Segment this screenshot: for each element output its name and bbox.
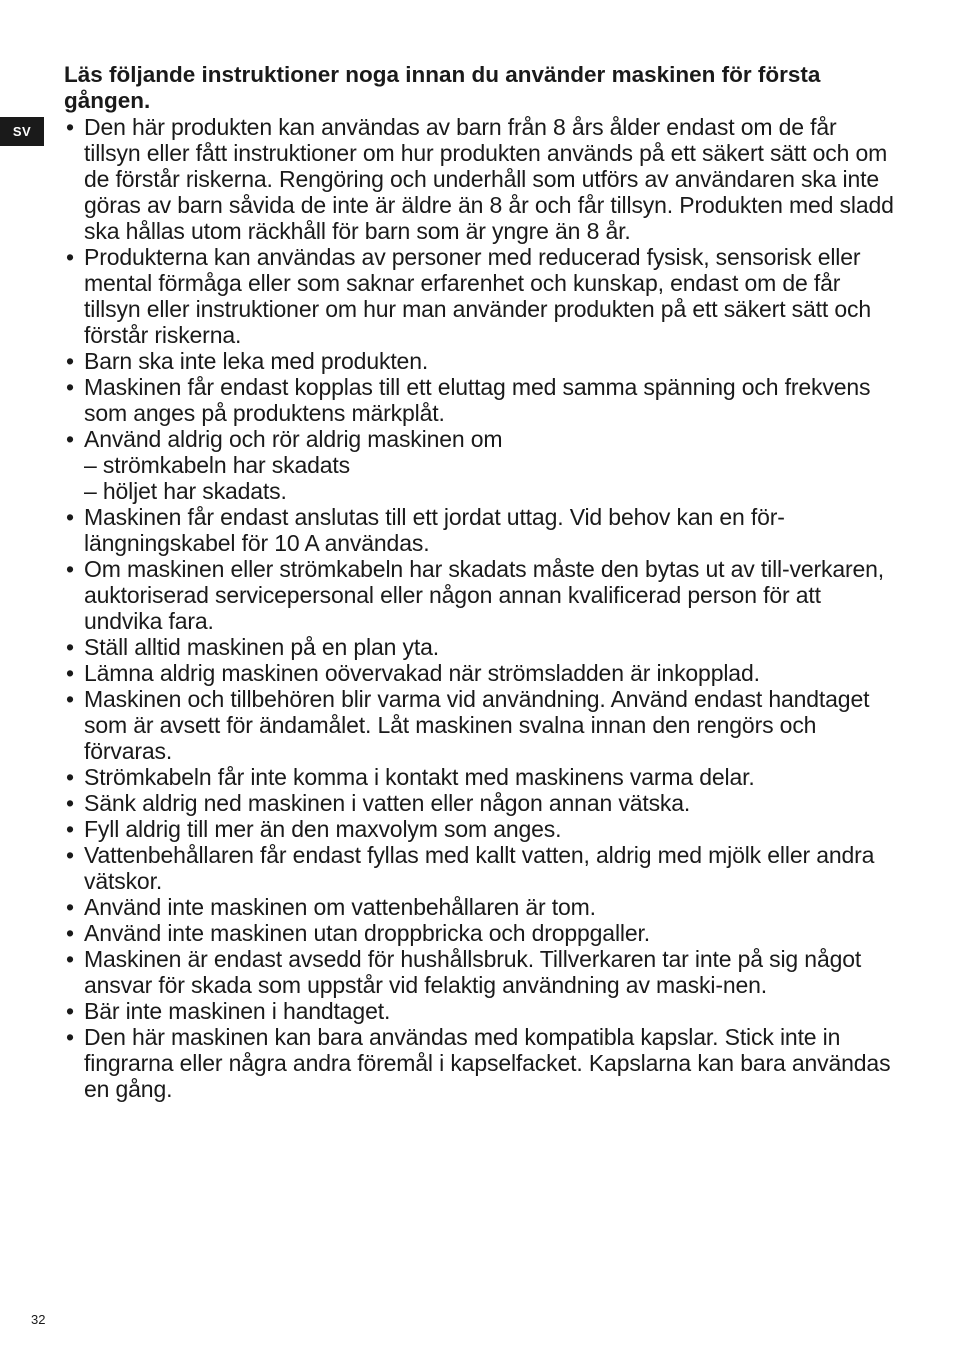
list-item-text: Bär inte maskinen i handtaget. xyxy=(84,998,391,1024)
list-item xyxy=(64,114,894,244)
list-item-text: Använd inte maskinen utan droppbricka och droppgaller. xyxy=(84,920,650,946)
bullet-icon: • xyxy=(66,686,74,712)
bullet-icon: • xyxy=(66,634,74,660)
bullet-icon: • xyxy=(66,946,74,972)
list-item xyxy=(64,816,894,842)
bullet-icon: • xyxy=(66,504,74,530)
list-item xyxy=(64,790,894,816)
bullet-icon: • xyxy=(66,764,74,790)
list-item-text: Barn ska inte leka med produkten. xyxy=(84,348,429,374)
bullet-icon: • xyxy=(66,790,74,816)
list-item-text: Om maskinen eller strömkabeln har skadats måste den bytas ut av till-verkaren, auktoriserad servicepersonal eller någon annan kvalificerad person för att undvika fara. xyxy=(84,556,885,634)
bullet-icon: • xyxy=(66,114,74,140)
list-item xyxy=(64,998,894,1024)
bullet-icon: • xyxy=(66,920,74,946)
bullet-icon: • xyxy=(66,244,74,270)
bullet-icon: • xyxy=(66,1024,74,1050)
bullet-icon: • xyxy=(66,348,74,374)
list-item-text: Maskinen får endast anslutas till ett jordat uttag. Vid behov kan en för-längningskabel för 10 A användas. xyxy=(84,504,785,556)
page-number: 32 xyxy=(31,1312,46,1327)
list-item xyxy=(64,374,894,426)
list-item xyxy=(64,686,894,764)
list-item-text: Vattenbehållaren får endast fyllas med kallt vatten, aldrig med mjölk eller andra vätskor. xyxy=(84,842,875,894)
list-item-text: Maskinen är endast avsedd för hushållsbruk. Tillverkaren tar inte på sig något ansvar för skada som uppstår vid felaktig användning av maski-nen. xyxy=(84,946,862,998)
document-heading: Läs följande instruktioner noga innan du använder maskinen för första gången. xyxy=(64,62,821,113)
list-item xyxy=(64,504,894,556)
bullet-icon: • xyxy=(66,894,74,920)
safety-instructions-list xyxy=(64,114,894,1102)
list-item xyxy=(64,244,894,348)
list-item xyxy=(64,634,894,660)
list-item xyxy=(64,348,894,374)
list-item-text: Sänk aldrig ned maskinen i vatten eller någon annan vätska. xyxy=(84,790,691,816)
list-item-text: Den här maskinen kan bara användas med kompatibla kapslar. Stick inte in fingrarna eller några andra föremål i kapselfacket. Kapslarna kan bara användas en gång. xyxy=(84,1024,891,1102)
list-item-text: Produkterna kan användas av personer med reducerad fysisk, sensorisk eller mental förmåga eller som saknar erfarenhet och kunskap, endast om de får tillsyn eller instruktioner om hur man använder produkten på ett säkert sätt och förstår riskerna. xyxy=(84,244,872,348)
list-item-text: Fyll aldrig till mer än den maxvolym som anges. xyxy=(84,816,562,842)
list-item-text: Lämna aldrig maskinen oövervakad när strömsladden är inkopplad. xyxy=(84,660,760,686)
list-item xyxy=(64,1024,894,1102)
list-item-text: Använd aldrig och rör aldrig maskinen om xyxy=(84,426,503,452)
list-subitem-text: – strömkabeln har skadats xyxy=(84,452,350,478)
bullet-icon: • xyxy=(66,426,74,452)
list-subitem-text: – höljet har skadats. xyxy=(84,478,287,504)
bullet-icon: • xyxy=(66,816,74,842)
list-item-text: Den här produkten kan användas av barn från 8 års ålder endast om de får tillsyn eller fått instruktioner om hur produkten används på ett säkert sätt och om de förstår riskerna. Rengöring och underhåll som utförs av användaren ska inte göras av barn såvida de inte är äldre än 8 år och får tillsyn. Produkten med sladd ska hållas utom räckhåll för barn som är yngre än 8 år. xyxy=(84,114,894,244)
list-item-text: Använd inte maskinen om vattenbehållaren är tom. xyxy=(84,894,596,920)
language-tab: SV xyxy=(0,117,44,146)
list-item xyxy=(64,894,894,920)
document-body xyxy=(64,62,894,1102)
bullet-icon: • xyxy=(66,556,74,582)
list-item-text: Ställ alltid maskinen på en plan yta. xyxy=(84,634,439,660)
list-item xyxy=(64,842,894,894)
list-item-text: Maskinen får endast kopplas till ett eluttag med samma spänning och frekvens som anges på produktens märkplåt. xyxy=(84,374,871,426)
bullet-icon: • xyxy=(66,998,74,1024)
list-item-text: Strömkabeln får inte komma i kontakt med maskinens varma delar. xyxy=(84,764,755,790)
list-item xyxy=(64,920,894,946)
list-item xyxy=(64,764,894,790)
bullet-icon: • xyxy=(66,660,74,686)
list-item xyxy=(64,426,894,504)
bullet-icon: • xyxy=(66,374,74,400)
list-item xyxy=(64,946,894,998)
bullet-icon: • xyxy=(66,842,74,868)
list-item xyxy=(64,660,894,686)
list-item xyxy=(64,556,894,634)
list-item-text: Maskinen och tillbehören blir varma vid användning. Använd endast handtaget som är avsett för ändamålet. Låt maskinen svalna innan den rengörs och förvaras. xyxy=(84,686,870,764)
